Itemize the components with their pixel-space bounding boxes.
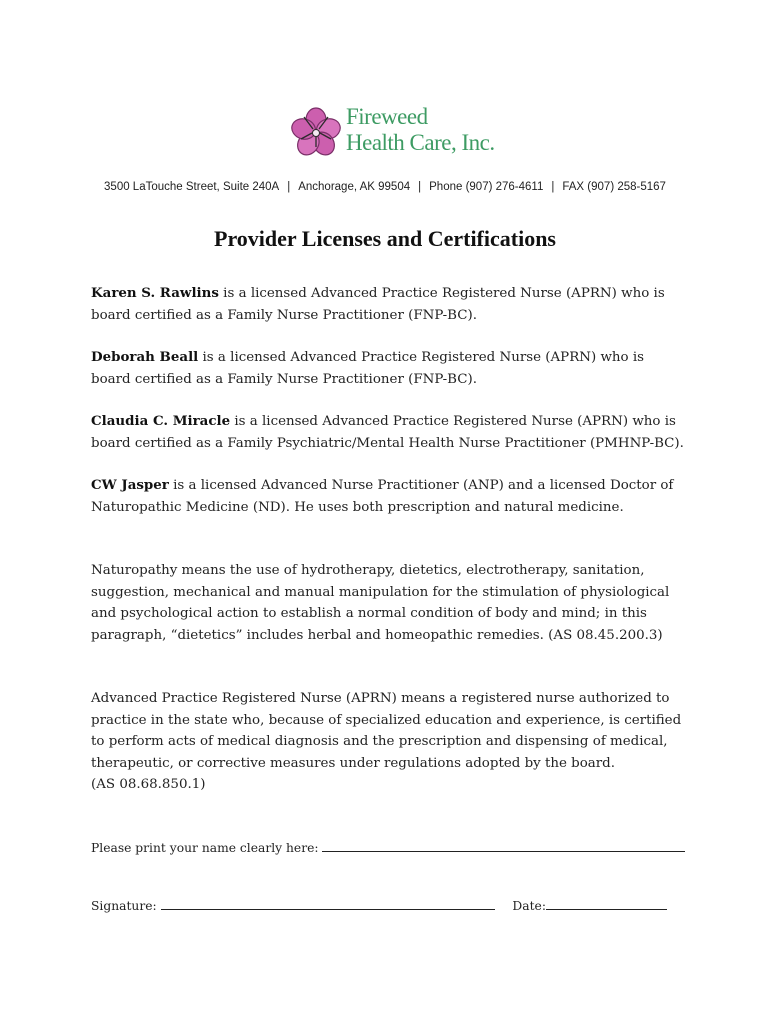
provider-paragraph [91, 283, 686, 326]
signature-row [91, 898, 691, 913]
separator: | [551, 181, 555, 193]
phone-number: Phone (907) 276-4611 [429, 181, 544, 193]
page-title: Provider Licenses and Certifications [214, 226, 556, 251]
signature-field[interactable] [161, 898, 495, 910]
provider-description: is a licensed Advanced Practice Registered Nurse (APRN) who is board certified as a Family Nurse Practitioner (FNP-BC). [91, 350, 645, 387]
provider-name: Deborah Beall [91, 349, 199, 365]
provider-name: Karen S. Rawlins [91, 285, 219, 301]
aprn-definition [91, 688, 686, 796]
naturopathy-definition: Naturopathy means the use of hydrotherapy, dietetics, electrotherapy, sanitation, suggestion, mechanical and manual manipulation for the stimulation of physiological and psychological action to establish a normal condition of body and mind; in this paragraph, “dietetics” includes herbal and homeopathic remedies. (AS 08.45.200.3) [91, 563, 670, 643]
logo-text-line1: Fireweed [346, 104, 428, 129]
aprn-citation: (AS 08.68.850.1) [91, 777, 206, 792]
city-state-zip: Anchorage, AK 99504 [298, 181, 411, 193]
separator: | [287, 181, 291, 193]
signature-label: Signature: [91, 899, 157, 913]
street-address: 3500 LaTouche Street, Suite 240A [104, 181, 280, 193]
print-name-row [91, 840, 691, 855]
separator: | [418, 181, 422, 193]
date-label: Date: [512, 899, 546, 913]
fireweed-flower-icon [290, 104, 346, 162]
company-logo [290, 104, 495, 162]
provider-description: is a licensed Advanced Nurse Practitioner (ANP) and a licensed Doctor of Naturopathic Medicine (ND). He uses both prescription and natural medicine. [91, 478, 674, 515]
print-name-label: Please print your name clearly here: [91, 841, 319, 855]
provider-paragraph [91, 475, 686, 518]
provider-name: CW Jasper [91, 477, 169, 493]
logo-text-line2: Health Care, Inc. [346, 130, 495, 155]
provider-description: is a licensed Advanced Practice Registered Nurse (APRN) who is board certified as a Family Psychiatric/Mental Health Nurse Practitioner (PMHNP-BC). [91, 414, 684, 451]
print-name-field[interactable] [322, 840, 685, 852]
provider-name: Claudia C. Miracle [91, 413, 231, 429]
provider-paragraph [91, 347, 686, 390]
fax-number: FAX (907) 258-5167 [562, 181, 666, 193]
aprn-definition-text: Advanced Practice Registered Nurse (APRN) means a registered nurse authorized to practice in the state who, because of specialized education and experience, is certified to perform acts of medical diagnosis and the prescription and dispensing of medical, therapeutic, or corrective measures under regulations adopted by the board. [91, 691, 682, 771]
contact-address-line [0, 181, 770, 193]
provider-description: is a licensed Advanced Practice Registered Nurse (APRN) who is board certified as a Family Nurse Practitioner (FNP-BC). [91, 286, 665, 323]
provider-paragraph [91, 411, 686, 454]
date-field[interactable] [546, 898, 667, 910]
